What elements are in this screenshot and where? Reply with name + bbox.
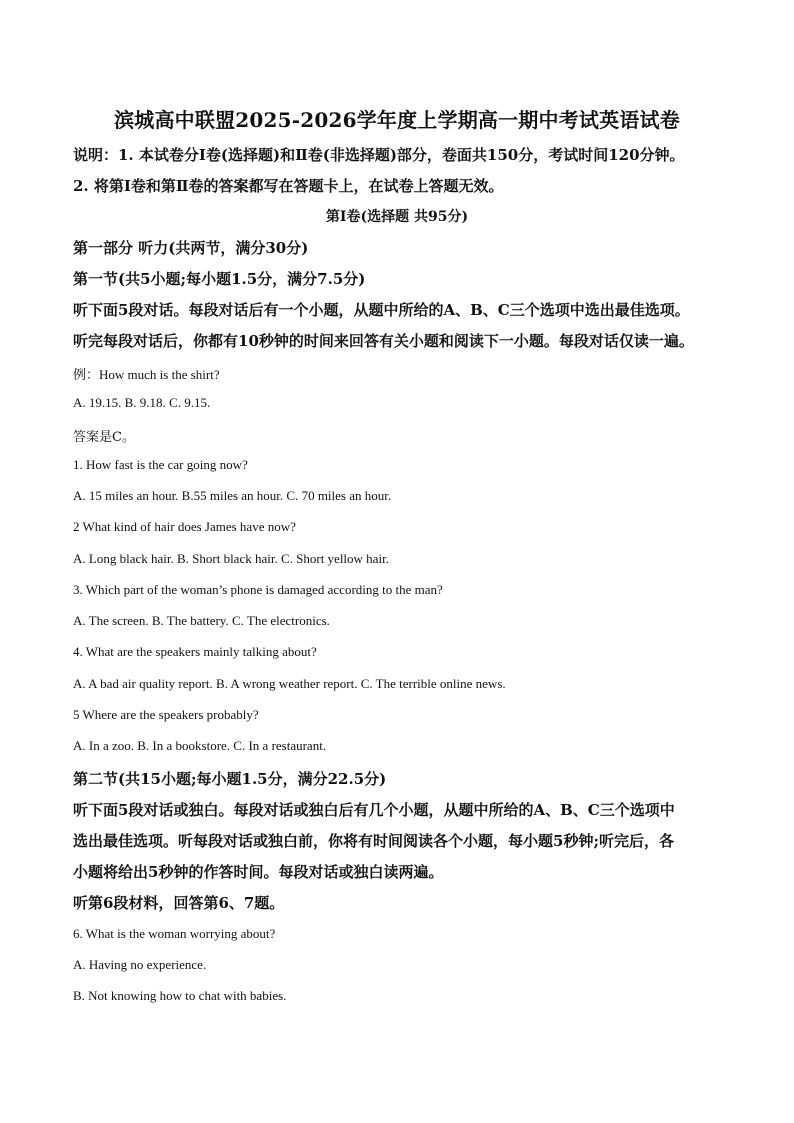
question-4: 4. What are the speakers mainly talking about?: [73, 644, 317, 659]
volume-heading: 第Ⅰ卷(选择题 共95分): [325, 209, 469, 225]
section1-heading: 第一节(共5小题;每小题1.5分，满分7.5分): [73, 270, 366, 288]
material-6-heading: 听第6段材料，回答第6、7题。: [73, 894, 285, 912]
section1-instruction-2: 听完每段对话后，你都有10秒钟的时间来回答有关小题和阅读下一小题。每段对话仅读一遍。: [73, 332, 694, 350]
example-question: 例：How much is the shirt?: [73, 367, 220, 382]
question-6-option-a: A. Having no experience.: [73, 957, 207, 972]
section1-instruction-1: 听下面5段对话。每段对话后有一个小题，从题中所给的A、B、C三个选项中选出最佳选项。: [73, 301, 690, 319]
section2-heading: 第二节(共15小题;每小题1.5分，满分22.5分): [73, 770, 387, 788]
exam-title: 滨城高中联盟2025-2026学年度上学期高一期中考试英语试卷: [114, 108, 680, 132]
question-1: 1. How fast is the car going now?: [73, 457, 248, 472]
question-3-options: A. The screen. B. The battery. C. The electronics.: [73, 613, 330, 628]
question-5-options: A. In a zoo. B. In a bookstore. C. In a restaurant.: [73, 738, 327, 753]
note-line-1: 说明：1. 本试卷分Ⅰ卷(选择题)和Ⅱ卷(非选择题)部分，卷面共150分，考试时间120分钟。: [73, 146, 685, 164]
section2-instruction-3: 小题将给出5秒钟的作答时间。每段对话或独白读两遍。: [73, 863, 444, 881]
part1-heading: 第一部分 听力(共两节，满分30分): [73, 239, 309, 257]
note-line-2: 2. 将第Ⅰ卷和第Ⅱ卷的答案都写在答题卡上，在试卷上答题无效。: [73, 177, 504, 195]
question-5: 5 Where are the speakers probably?: [73, 707, 259, 722]
question-1-options: A. 15 miles an hour. B.55 miles an hour. C. 70 miles an hour.: [73, 488, 392, 503]
question-3: 3. Which part of the woman’s phone is damaged according to the man?: [73, 582, 443, 597]
question-6-option-b: B. Not knowing how to chat with babies.: [73, 988, 287, 1003]
question-2-options: A. Long black hair. B. Short black hair. C. Short yellow hair.: [73, 551, 389, 566]
section2-instruction-1: 听下面5段对话或独白。每段对话或独白后有几个小题，从题中所给的A、B、C三个选项中: [73, 801, 675, 819]
example-answer: 答案是C。: [73, 430, 135, 445]
question-2: 2 What kind of hair does James have now?: [73, 519, 296, 534]
section2-instruction-2: 选出最佳选项。听每段对话或独白前，你将有时间阅读各个小题，每小题5秒钟;听完后，各: [73, 832, 674, 850]
example-options: A. 19.15. B. 9.18. C. 9.15.: [73, 395, 211, 410]
question-4-options: A. A bad air quality report. B. A wrong weather report. C. The terrible online news.: [73, 676, 506, 691]
question-6: 6. What is the woman worrying about?: [73, 926, 276, 941]
